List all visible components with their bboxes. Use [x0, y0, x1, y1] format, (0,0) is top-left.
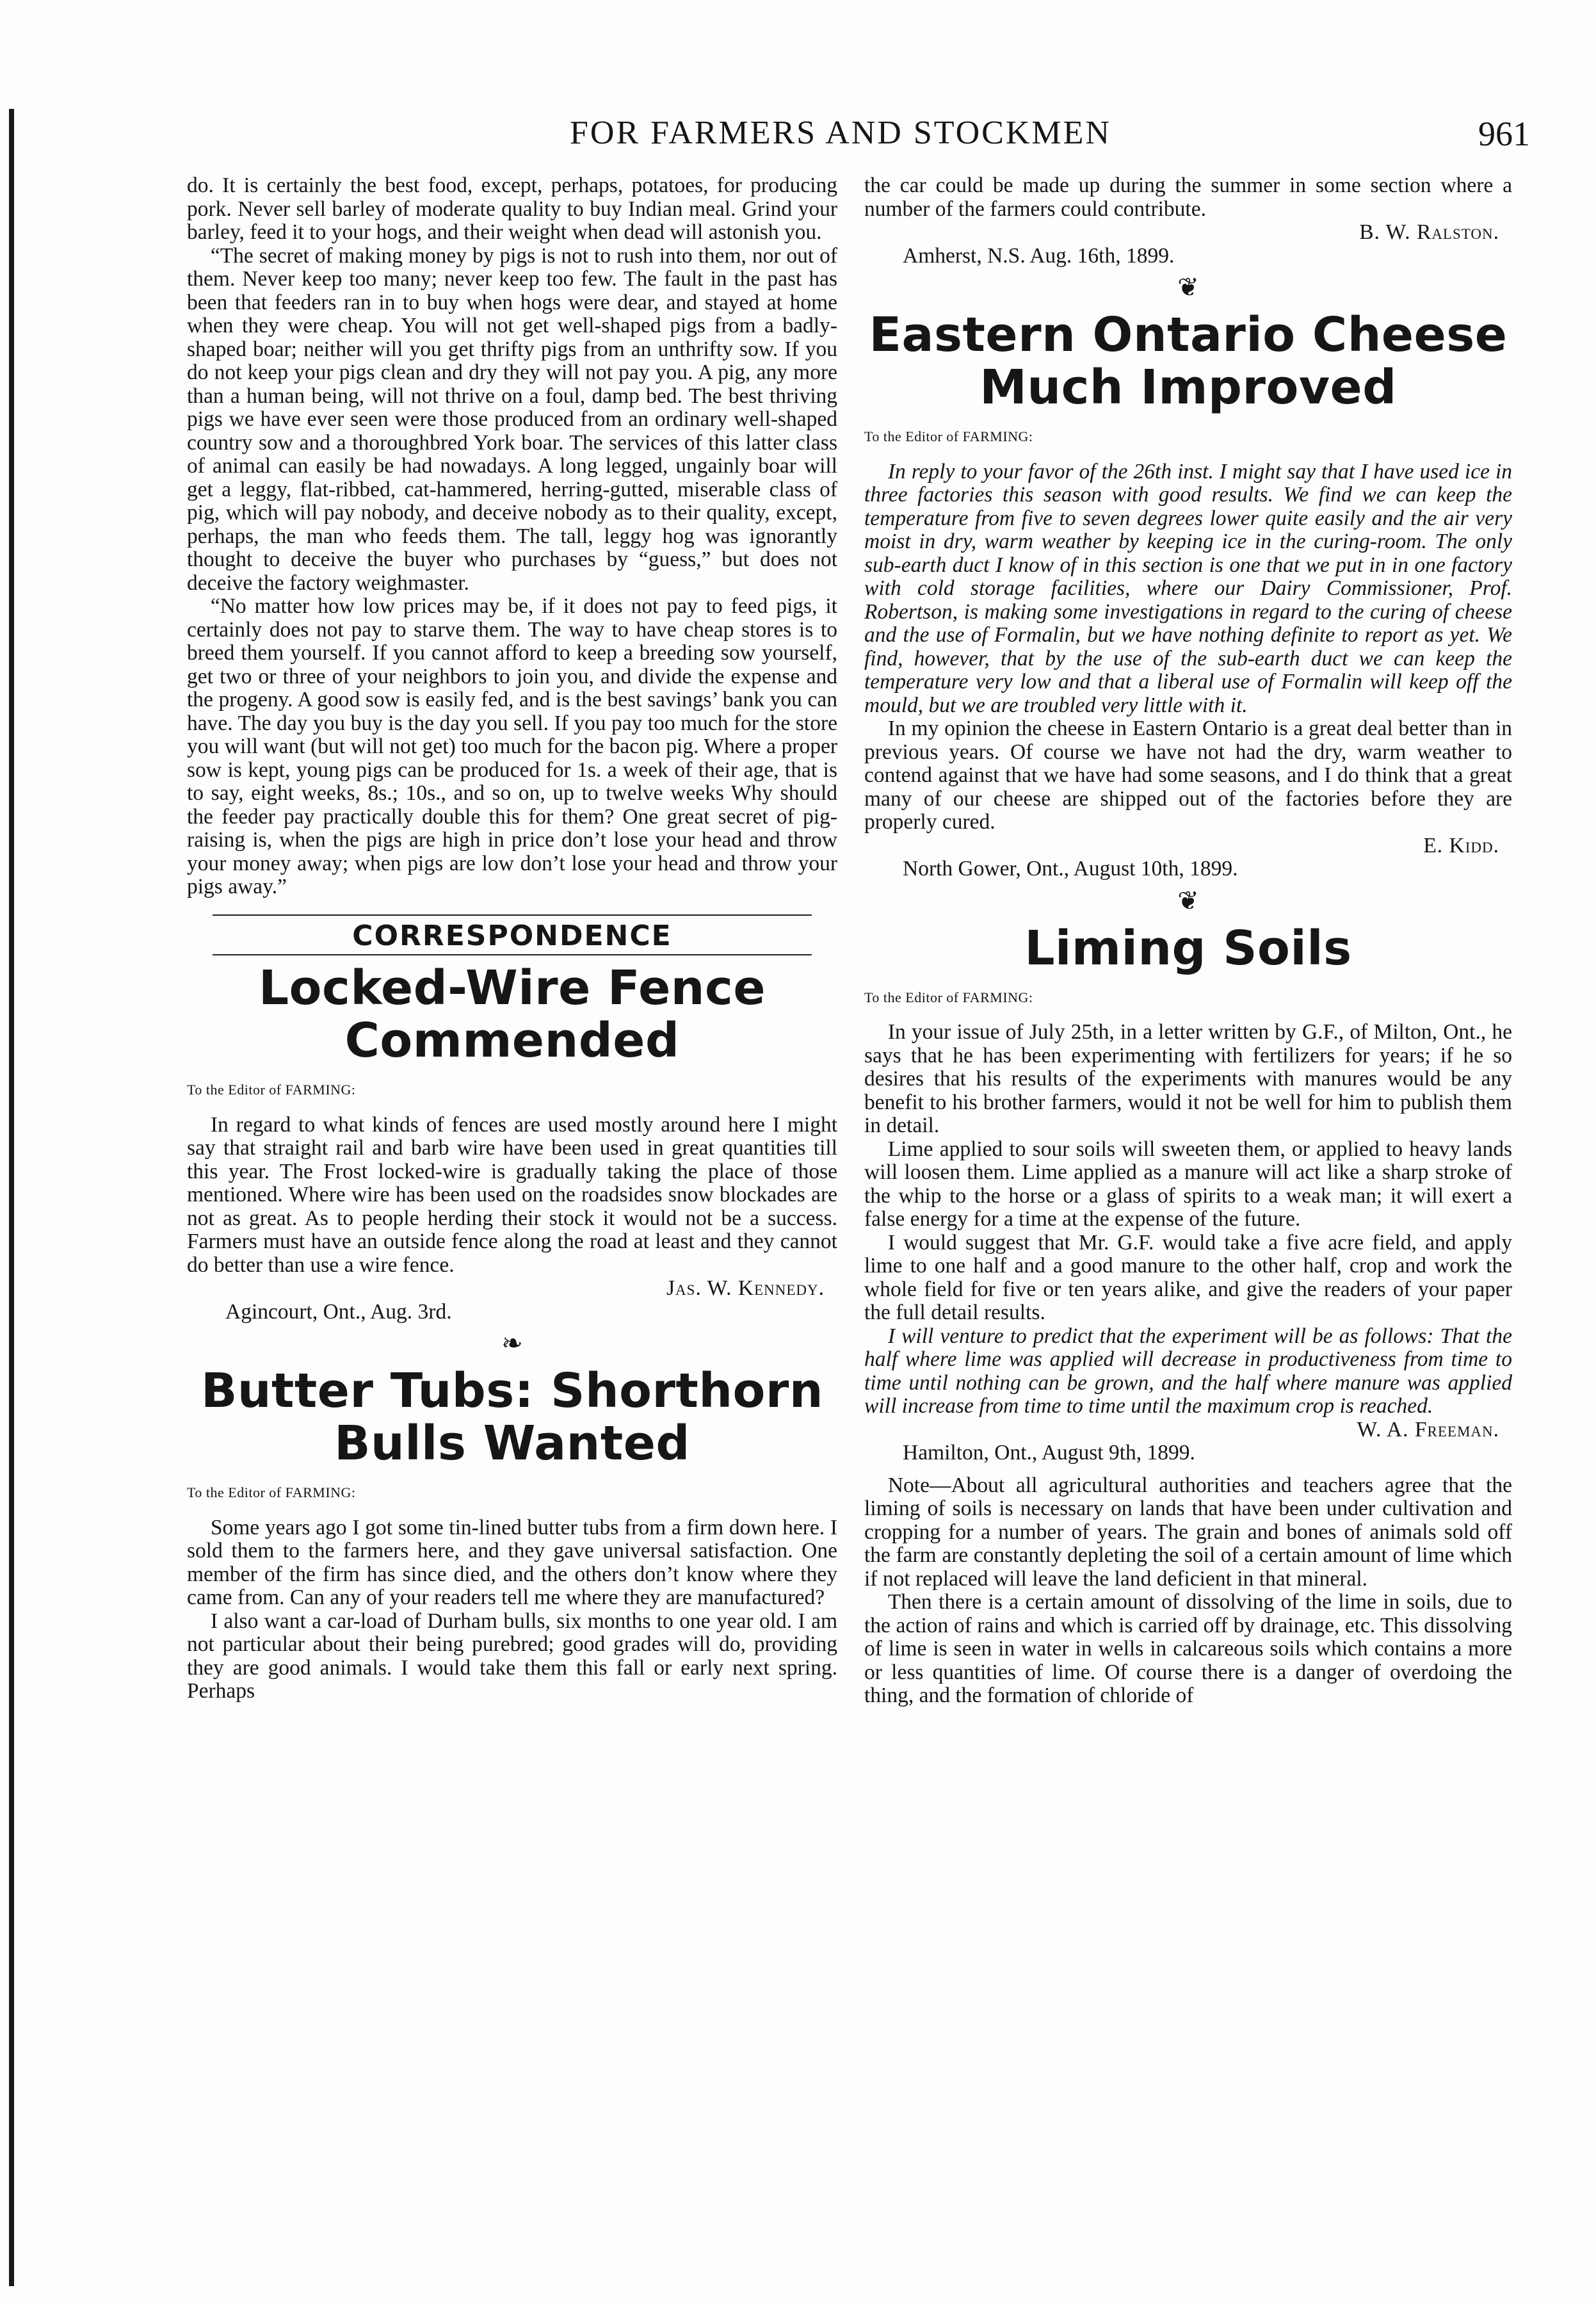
letter-paragraph: I also want a car-load of Durham bulls, six months to one year old. I am not particular about their being purebred; good grades will do, providing they are good animals. I would take them this fall or early next spring. Perhaps	[187, 1609, 837, 1703]
letter-signature: E. Kidd.	[1423, 833, 1499, 857]
article-paragraph: “No matter how low prices may be, if it does not pay to feed pigs, it certainly does not pay to starve them. The way to have cheap stores is to breed them yourself. If you cannot afford to keep a breeding sow yourself, get two or three of your neighbors to join you, and divide the expense and the progeny. A good sow is easily fed, and is the best savings’ bank you can have. The day you buy is the day you sell. If you pay too much for the store you will want (but will not get) too much for the bacon pig. Where a proper sow is kept, young pigs can be produced for 1s. a week of their age, that is to say, eight weeks, 8s.; 10s., and so on, up to twelve weeks Why should the feeder pay practically double this for them? One great secret of pig-raising is, when the pigs are high in price don’t lose your head and throw your money away; when pigs are low don’t lose your head and throw your pigs away.”	[187, 594, 837, 898]
editor-dateline: To the Editor of FARMING:	[864, 989, 1033, 1005]
letter-signature: W. A. Freeman.	[1357, 1417, 1499, 1441]
page-number: 961	[1478, 115, 1530, 153]
headline-butter-tubs: Butter Tubs: Shorthorn Bulls Wanted	[200, 1363, 824, 1471]
page-binding-edge	[9, 109, 14, 2286]
letter-place: Amherst, N.S. Aug. 16th, 1899.	[903, 243, 1175, 268]
headline-cheese: Eastern Ontario Cheese Much Improved	[869, 307, 1508, 415]
article-paragraph: do. It is certainly the best food, except, perhaps, potatoes, for producing pork. Never sell barley of moderate quality to buy Indian meal. Grind your barley, feed it to your hogs, and their weight when dead will astonish you.	[187, 174, 837, 244]
letter-paragraph: In regard to what kinds of fences are used mostly around here I might say that straight rail and barb wire have been used in great quantities till this year. The Frost locked-wire is gradually taking the place of those mentioned. Where wire has been used on the roadsides snow blockades are not as great. As to people herding their stock it would not be a success. Farmers must have an outside fence along the road at least and they cannot do better than use a wire fence.	[187, 1112, 837, 1277]
letter-paragraph: In reply to your favor of the 26th inst. I might say that I have used ice in three factories this season with good results. We find we can keep the temperature from five to seven degrees lower quite easily and the air very moist in dry, warm weather by keeping ice in the curing-room. The only sub-earth duct I know of in this section is one that we put in in one factory with cold storage facilities, where our Dairy Commissioner, Prof. Robertson, is making some investigations in regard to the curing of cheese and the use of Formalin, but we have nothing definite to report as yet. We find, however, that by the use of the sub-earth duct we can keep the temperature very low and that a liberal use of Formalin will keep off the mould, but we are troubled very little with it.	[864, 459, 1512, 717]
left-column	[187, 174, 837, 2287]
letter-paragraph: Some years ago I got some tin-lined butter tubs from a firm down here. I sold them to the farmers here, and they gave universal satisfaction. One member of the firm has since died, and the others don’t know where they came from. Can any of your readers tell me where they are manufactured?	[187, 1515, 837, 1609]
letter-paragraph: In my opinion the cheese in Eastern Ontario is a great deal better than in previous years. Of course we have not had the dry, warm weather to contend against that we have had some seasons, and I do think that a great many of our cheese are shipped out of the factories before they are properly cured.	[864, 717, 1512, 834]
letter-paragraph: Lime applied to sour soils will sweeten them, or applied to heavy lands will loosen them. Lime applied as a manure will act like a sharp stroke of the whip to the horse or a glass of spirits to a weak man; it will exert a false energy for a time at the expense of the future.	[864, 1137, 1512, 1231]
ornament-fleuron-icon: ❦	[1177, 886, 1199, 915]
section-heading-correspondence: CORRESPONDENCE	[352, 919, 672, 952]
ornament-fleuron-icon: ❦	[1177, 273, 1199, 302]
editor-dateline: To the Editor of FARMING:	[187, 1484, 356, 1500]
page-header	[186, 114, 1530, 165]
letter-place: North Gower, Ont., August 10th, 1899.	[903, 857, 1238, 881]
letter-paragraph: I will venture to predict that the experiment will be as follows: That the half where lime was applied will decrease in productiveness from time to time until nothing can be grown, and the half where manure was applied will increase from time to time until the maximum crop is reached.	[864, 1324, 1512, 1418]
editor-note-paragraph: Note—About all agricultural authorities and teachers agree that the liming of soils is necessary on lands that have been under cultivation and cropping for a number of years. The grain and bones of animals sold off the farm are constantly depleting the soil of a certain amount of lime which if not replaced will leave the land deficient in that mineral.	[864, 1473, 1512, 1591]
letter-signature: Jas. W. Kennedy.	[666, 1276, 825, 1300]
editor-dateline: To the Editor of FARMING:	[864, 428, 1033, 444]
right-column	[864, 174, 1512, 2287]
letter-place: Hamilton, Ont., August 9th, 1899.	[903, 1441, 1195, 1465]
letter-paragraph: I would suggest that Mr. G.F. would take a five acre field, and apply lime to one half and a good manure to the other half, crop and work the whole field for five or ten years alike, and give the readers of your paper the full detail results.	[864, 1230, 1512, 1324]
editor-note-paragraph: Then there is a certain amount of dissolving of the lime in soils, due to the action of rains and which is carried off by drainage, etc. This dissolving of lime is seen in water in wells in calcareous soils which contains a more or less quantities of lime. Of course there is a danger of overdoing the thing, and the formation of chloride of	[864, 1590, 1512, 1707]
letter-paragraph: In your issue of July 25th, in a letter written by G.F., of Milton, Ont., he says that he has been experimenting with fertilizers for years; if he so desires that his results of the experiments with manures would be any benefit to his brother farmers, would it not be well for him to publish them in detail.	[864, 1020, 1512, 1137]
headline-liming-soils: Liming Soils	[1024, 920, 1352, 976]
running-head: FOR FARMERS AND STOCKMEN	[570, 115, 1111, 151]
letter-place: Agincourt, Ont., Aug. 3rd.	[225, 1299, 452, 1324]
letter-paragraph: the car could be made up during the summer in some section where a number of the farmers could contribute.	[864, 174, 1512, 221]
section-rule	[213, 954, 812, 955]
article-paragraph: “The secret of making money by pigs is not to rush into them, nor out of them. Never keep too many; never keep too few. The fault in the past has been that feeders ran in to buy when hogs were dear, and stayed at home when they were cheap. You will not get well-shaped pigs from a badly-shaped boar; neither will you get thrifty pigs from an unthrifty sow. If you do not keep your pigs clean and dry they will not pay you. A pig, any more than a human being, will not thrive on a foul, damp bed. The best thriving pigs we have ever seen were those produced from an ordinary well-shaped country sow and a thoroughbred York boar. The services of this latter class of animal can easily be had nowadays. A long legged, ungainly boar will get a leggy, flat-ribbed, cat-hammered, herring-gutted, miserable class of pig, which will pay nobody, and deceive nobody as to their quality, except, perhaps, the man who feeds them. The tall, leggy hog was ignorantly thought to deceive the buyer who purchases by “guess,” but does not deceive the factory weighmaster.	[187, 243, 837, 595]
editor-dateline: To the Editor of FARMING:	[187, 1082, 356, 1098]
headline-fence: Locked-Wire Fence Commended	[258, 961, 766, 1068]
letter-signature: B. W. Ralston.	[1359, 220, 1499, 244]
ornament-fleuron-icon: ❧	[501, 1329, 523, 1358]
